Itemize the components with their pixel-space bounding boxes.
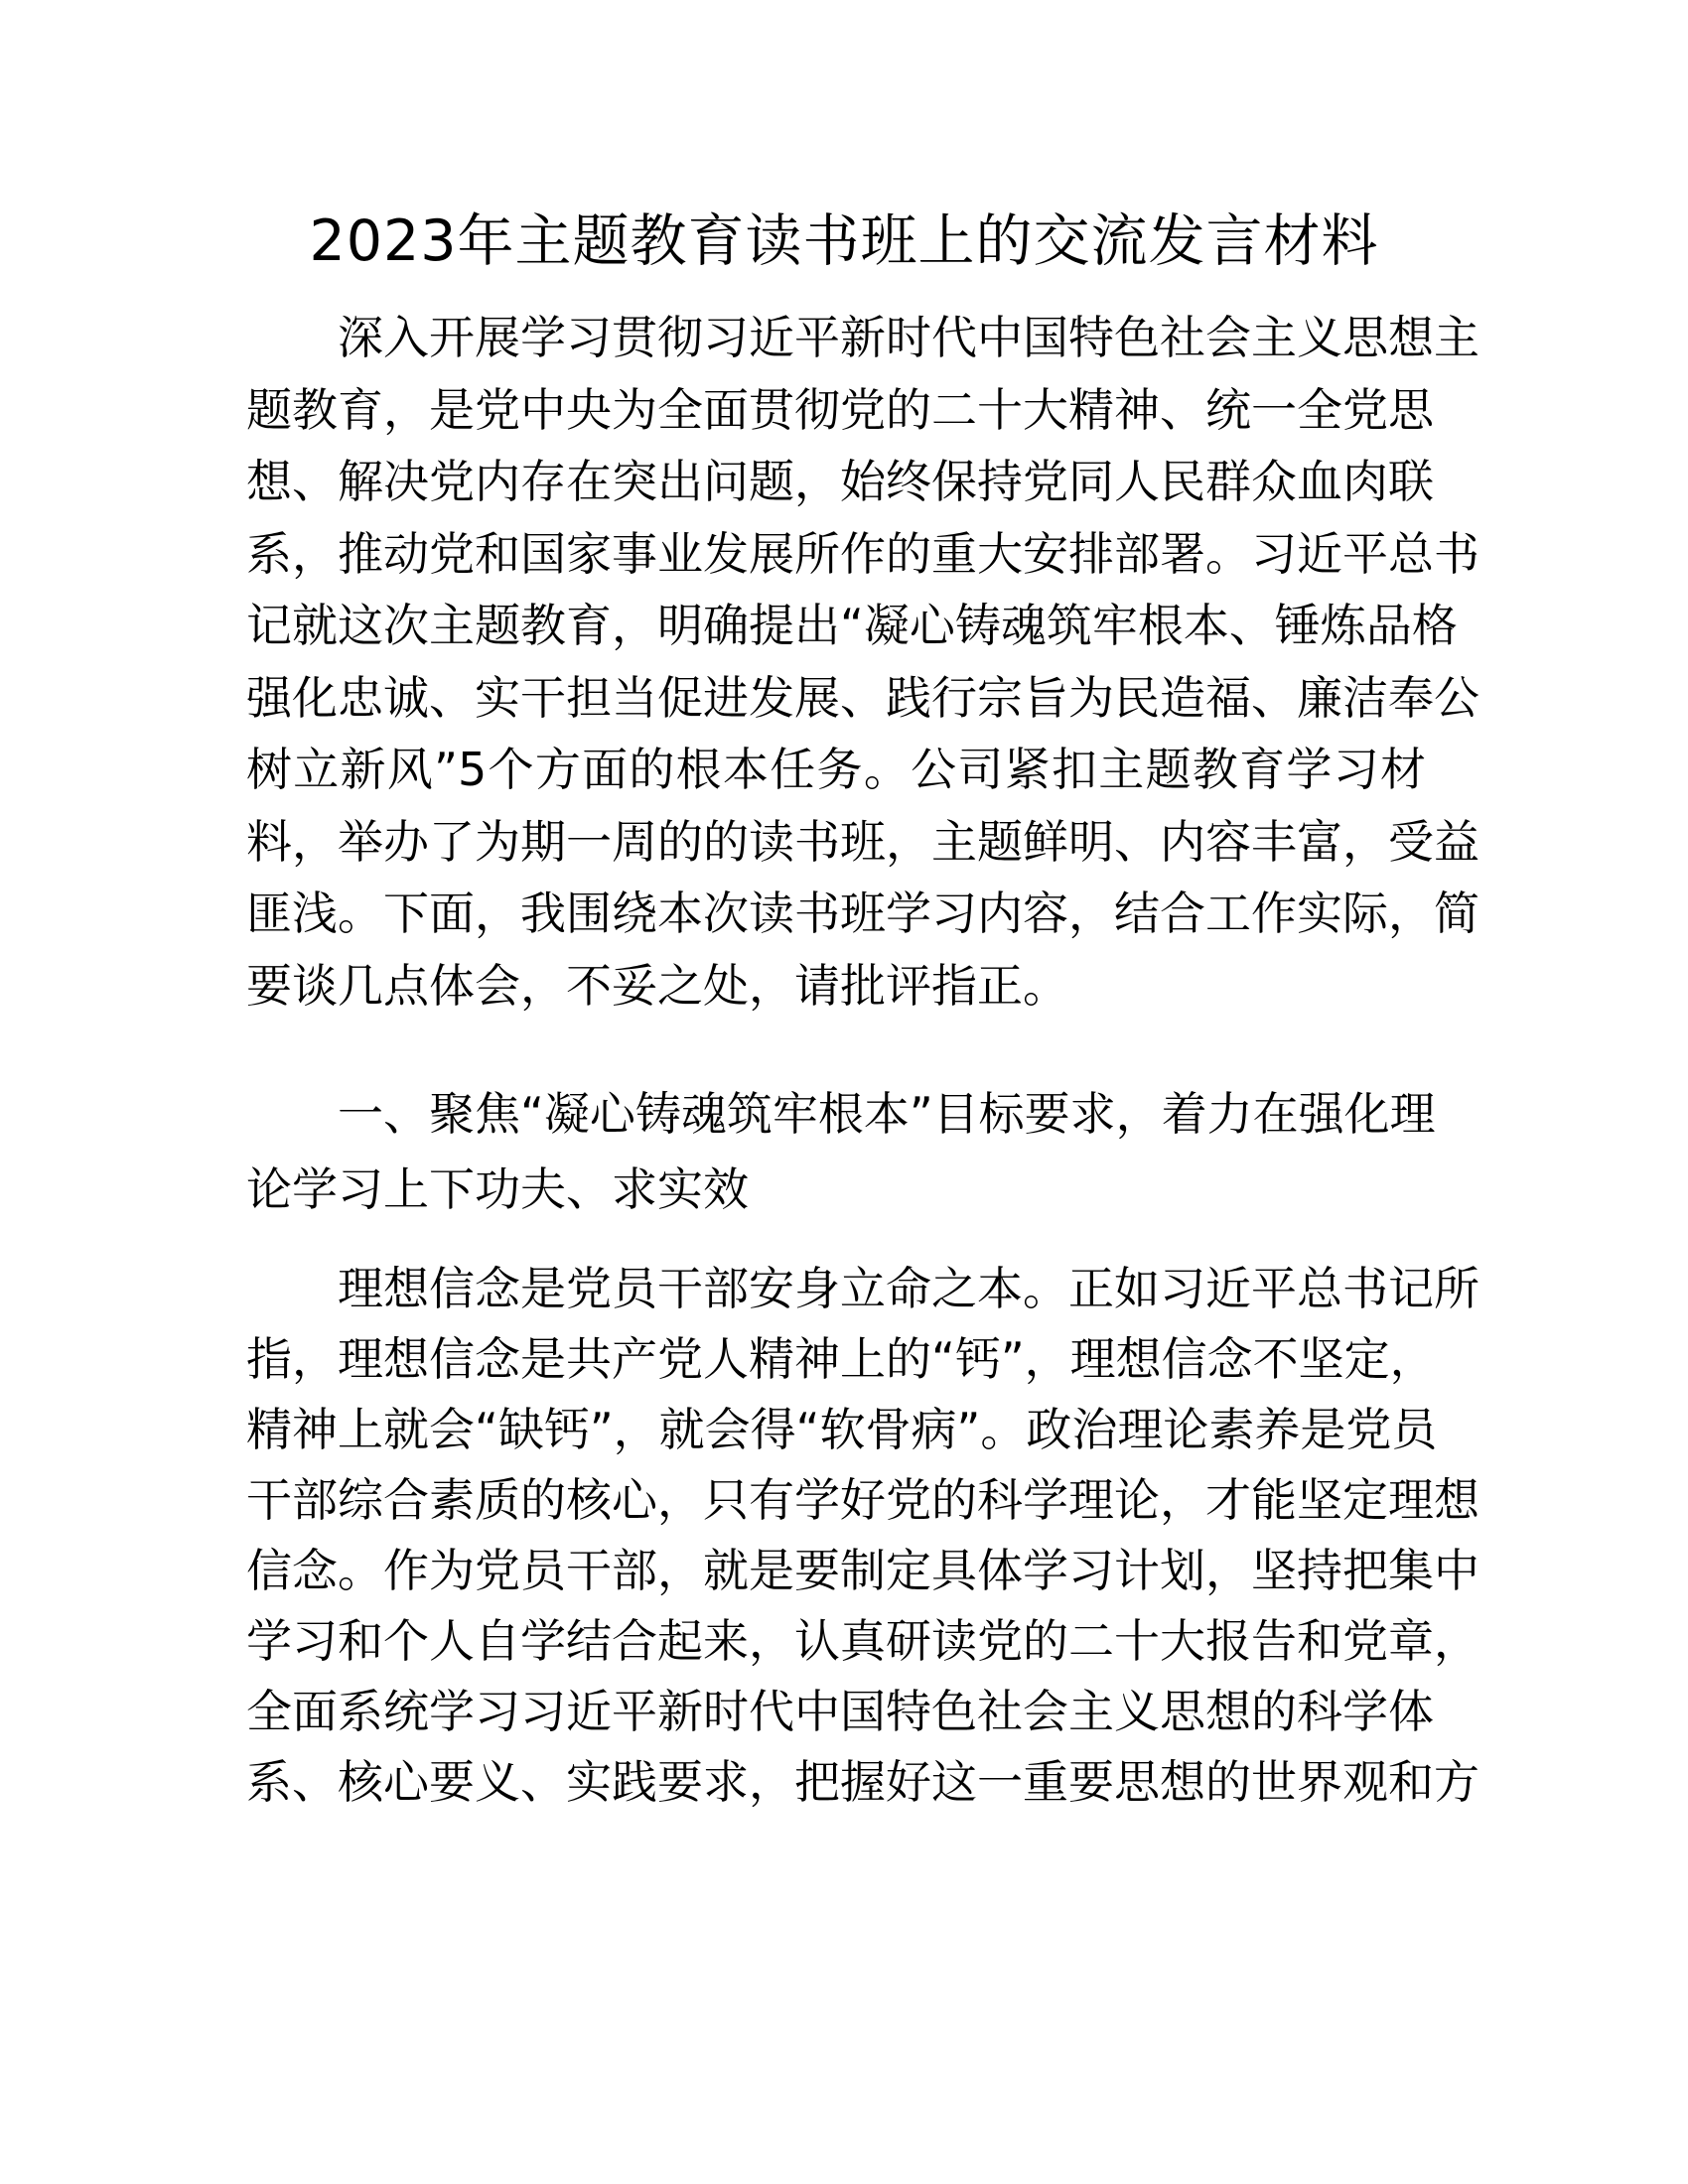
- text-line: 指，理想信念是共产党人精神上的“钙”，理想信念不坚定，: [246, 1332, 1436, 1386]
- document-title: 2023年主题教育读书班上的交流发言材料: [309, 208, 1379, 274]
- text-line: 匪浅。下面，我围绕本次读书班学习内容，结合工作实际，简: [246, 887, 1479, 940]
- text-line: 理想信念是党员干部安身立命之本。正如习近平总书记所: [338, 1262, 1479, 1315]
- text-line: 论学习上下功夫、求实效: [246, 1162, 749, 1216]
- text-line: 系，推动党和国家事业发展所作的重大安排部署。习近平总书: [246, 526, 1479, 581]
- text-line: 要谈几点体会，不妥之处，请批评指正。: [246, 958, 1068, 1013]
- text-line: 想、解决党内存在突出问题，始终保持党同人民群众血肉联: [246, 455, 1434, 508]
- text-line: 系、核心要义、实践要求，把握好这一重要思想的世界观和方: [246, 1755, 1479, 1809]
- paragraph-intro: [246, 302, 1479, 1022]
- text-line: 全面系统学习习近平新时代中国特色社会主义思想的科学体: [246, 1685, 1434, 1738]
- text-line: 学习和个人自学结合起来，认真研读党的二十大报告和党章，: [246, 1614, 1479, 1668]
- text-line: 深入开展学习贯彻习近平新时代中国特色社会主义思想主: [338, 311, 1479, 364]
- text-line: 精神上就会“缺钙”，就会得“软骨病”。政治理论素养是党员: [246, 1403, 1438, 1456]
- text-line: 记就这次主题教育，明确提出“凝心铸魂筑牢根本、锤炼品格: [246, 599, 1458, 652]
- text-line: 干部综合素质的核心，只有学好党的科学理论，才能坚定理想: [246, 1473, 1479, 1527]
- text-line: 信念。作为党员干部，就是要制定具体学习计划，坚持把集中: [246, 1544, 1479, 1597]
- paragraph-section-1: [246, 1254, 1479, 1818]
- text-line: 强化忠诚、实干担当促进发展、践行宗旨为民造福、廉洁奉公: [246, 670, 1479, 725]
- text-line: 料，举办了为期一周的的读书班，主题鲜明、内容丰富，受益: [246, 814, 1479, 869]
- text-line: 一、聚焦“凝心铸魂筑牢根本”目标要求，着力在强化理: [338, 1087, 1436, 1141]
- section-heading-1: [246, 1076, 1436, 1227]
- text-line: 树立新风”5个方面的根本任务。公司紧扣主题教育学习材: [246, 743, 1426, 796]
- text-line: 题教育，是党中央为全面贯彻党的二十大精神、统一全党思: [246, 382, 1434, 437]
